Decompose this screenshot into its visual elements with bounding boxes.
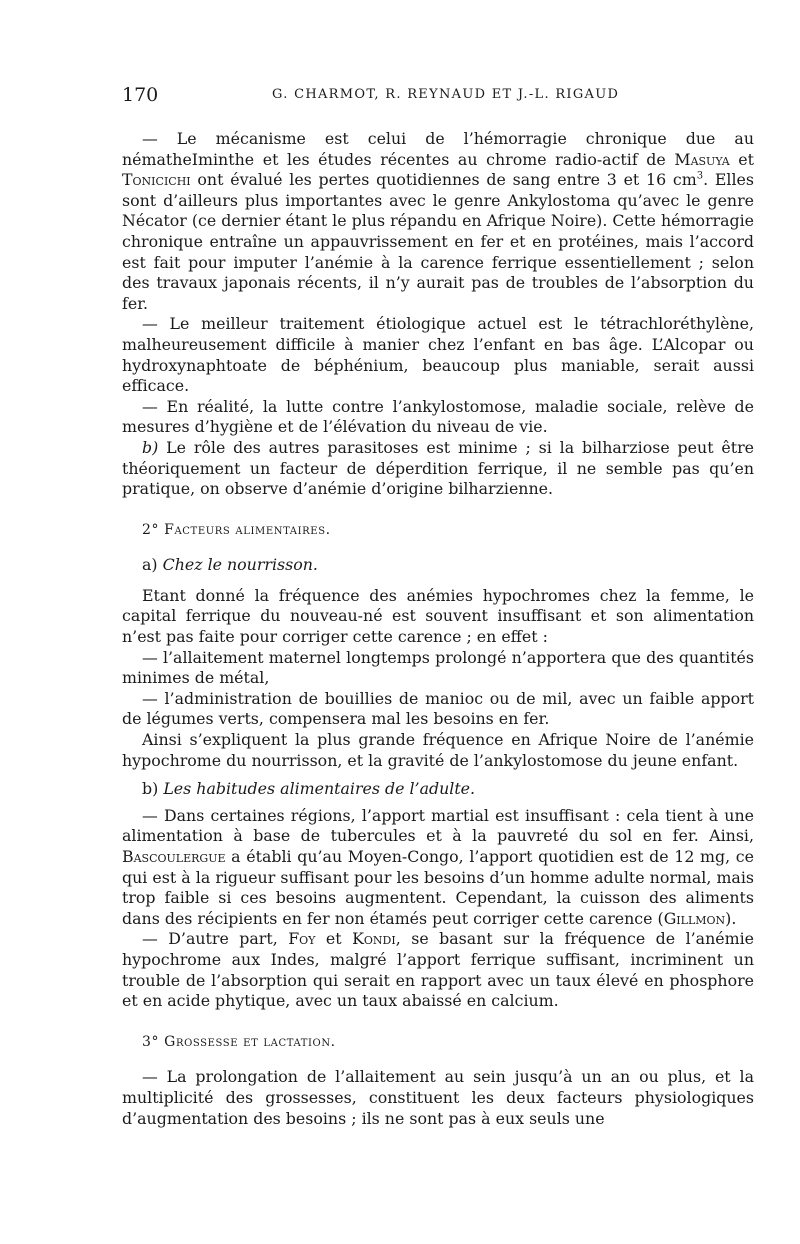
paragraph-iron-intake: [122, 806, 754, 930]
author-bascoulergue: Bascoulergue: [122, 847, 226, 866]
paragraph-hygiene: — En réalité, la lutte contre l’ankylostomose, maladie sociale, relève de mesures d’hygiène et de l’élévation du niveau de vie.: [122, 396, 754, 437]
subsection-title: Chez le nourrisson.: [162, 555, 318, 575]
paragraph-porridge: — l’administration de bouillies de manioc ou de mil, avec un faible apport de légumes verts, compensera mal les besoins en fer.: [122, 688, 754, 729]
text-run: , se basant sur la fréquence de l’anémie hypochrome aux Indes, malgré l’apport ferrique suffisant, incriminent un trouble de l’absorption qui serait en rapport avec un taux élevé en phosphore et en acide phytique, avec un taux abaissé en calcium.: [122, 929, 754, 1011]
author-gillmon: Gillmon: [663, 908, 726, 928]
author-kondi: Kondi: [352, 929, 396, 949]
section-title: Grossesse et lactation.: [164, 1033, 336, 1050]
text-run: ont évalué les pertes quotidiennes de sang entre 3 et 16 cm: [190, 170, 697, 190]
author-foy: Foy: [288, 929, 316, 949]
subsection-label: a): [142, 555, 158, 575]
paragraph-breastfeeding: — l’allaitement maternel longtemps prolongé n’apportera que des quantités minimes de métal,: [122, 647, 754, 688]
section-number: 3°: [142, 1033, 160, 1050]
text-run: — Le mécanisme est celui de l’hémorragie chronique due au nématheIminthe et les études récentes au chrome radio-actif de: [122, 129, 754, 169]
author-masuya: Masuya: [674, 149, 730, 169]
superscript-3: 3: [696, 170, 704, 182]
page-body: [122, 129, 754, 1129]
subsection-heading-a: [142, 555, 754, 576]
page-number: 170: [122, 84, 159, 106]
subsection-heading-b: [142, 779, 754, 800]
paragraph-hemorrhage: [122, 129, 754, 314]
text-run: Le rôle des autres parasitoses est minime ; si la bilharziose peut être théoriquement un facteur de déperdition ferrique, il ne semble pas qu’en pratique, on observe d’anémie d’origine bilharzienne.: [122, 437, 754, 499]
paragraph-other-parasites: [122, 438, 754, 500]
section-title: Facteurs alimentaires.: [164, 521, 331, 538]
text-run: — D’autre part,: [142, 929, 289, 949]
paragraph-consequence: Ainsi s’expliquent la plus grande fréquence en Afrique Noire de l’anémie hypochrome du nourrisson, et la gravité de l’ankylostomose du jeune enfant.: [122, 730, 754, 770]
subsection-label: b): [142, 779, 159, 799]
section-heading-2: [142, 520, 754, 541]
paragraph-absorption: [122, 929, 754, 1011]
subsection-title: Les habitudes alimentaires de l’adulte.: [163, 779, 476, 799]
author-tonicichi: Tonicichi: [122, 170, 191, 190]
section-heading-3: [142, 1032, 754, 1053]
paragraph-infant-iron: Etant donné la fréquence des anémies hypochromes chez la femme, le capital ferrique du nouveau-né est souvent insuffisant et son alimentation n’est pas faite pour corriger cette carence ; en effet :: [122, 585, 754, 647]
text-run: a établi qu’au Moyen-Congo, l’apport quotidien est de 12 mg, ce qui est à la rigueur suffisant pour les besoins d’un homme adulte normal, mais trop faible si ces besoins augmentent. Cependant, la cuisson des aliments dans des récipients en fer non étamés peut corriger cette carence (: [122, 847, 754, 928]
text-run: — Dans certaines régions, l’apport martial est insuffisant : cela tient à une alimentation à base de tubercules et à la pauvreté du sol en fer. Ainsi,: [122, 805, 754, 846]
text-run: et: [729, 149, 754, 169]
text-run: ).: [725, 908, 737, 928]
book-page: [122, 84, 754, 1129]
text-run: et: [315, 929, 353, 949]
page-header: [122, 84, 754, 112]
section-number: 2°: [142, 521, 160, 538]
paragraph-treatment: — Le meilleur traitement étiologique actuel est le tétrachloréthylène, malheureusement difficile à manier chez l’enfant en bas âge. L’Alcopar ou hydroxynaphtoate de béphénium, beaucoup plus maniable, serait aussi efficace.: [122, 314, 754, 396]
item-label-b: b): [142, 437, 159, 457]
paragraph-pregnancy: — La prolongation de l’allaitement au sein jusqu’à un an ou plus, et la multiplicité des grossesses, constituent les deux facteurs physiologiques d’augmentation des besoins ; ils ne sont pas à eux seuls une: [122, 1067, 754, 1128]
text-run: . Elles sont d’ailleurs plus importantes avec le genre Ankylostoma qu’avec le genre Nécator (ce dernier étant le plus répandu en Afrique Noire). Cette hémorragie chronique entraîne un appauvrissement en fer et en protéines, mais l’accord est fait pour imputer l’anémie à la carence ferrique essentiellement ; selon des travaux japonais récents, il n’y aurait pas de troubles de l’absorption du fer.: [122, 170, 754, 313]
running-head: G. CHARMOT, R. REYNAUD ET J.-L. RIGAUD: [272, 87, 620, 102]
